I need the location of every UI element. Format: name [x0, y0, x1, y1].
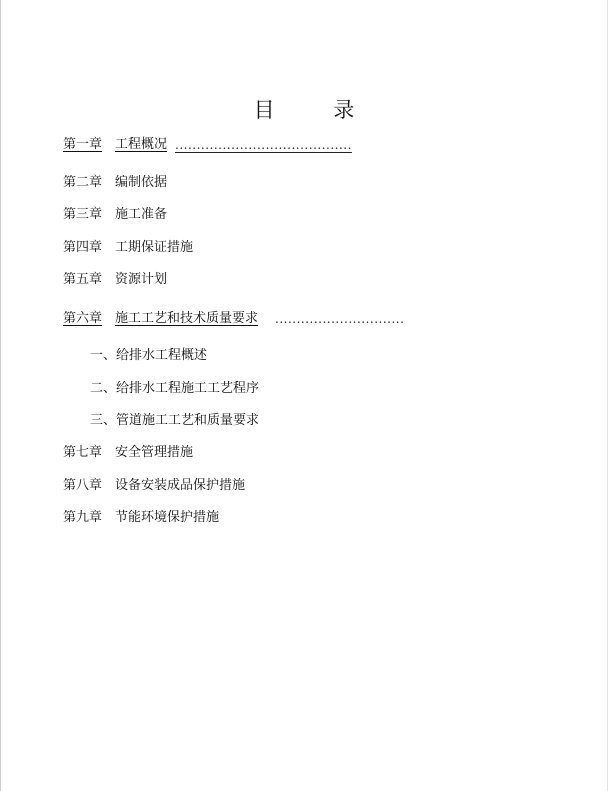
chapter-title: 节能环境保护措施 [115, 510, 220, 525]
subentry-title: 三、管道施工工艺和质量要求 [90, 413, 260, 428]
leader-dots: ......................................... [175, 138, 352, 152]
chapter-title: 施工工艺和技术质量要求 [115, 311, 259, 326]
chapter-number: 第二章 [63, 175, 103, 190]
chapter-title: 施工准备 [115, 207, 168, 222]
toc-entry-chapter-3[interactable] [63, 207, 167, 223]
chapter-number: 第四章 [63, 240, 103, 255]
chapter-title: 工程概况 [115, 137, 168, 152]
leader-dots: .............................. [275, 312, 405, 326]
chapter-number: 第三章 [63, 207, 103, 222]
chapter-number: 第五章 [63, 272, 103, 287]
toc-entry-chapter-9[interactable] [63, 510, 219, 526]
chapter-title: 工期保证措施 [115, 240, 194, 255]
chapter-title: 安全管理措施 [115, 445, 194, 460]
page-title: 目 录 [253, 98, 381, 122]
toc-entry-chapter-2[interactable] [63, 175, 167, 191]
toc-entry-chapter-6[interactable] [63, 311, 405, 327]
toc-entry-chapter-4[interactable] [63, 240, 193, 256]
toc-entry-chapter-5[interactable] [63, 272, 167, 288]
toc-subentry-2[interactable] [90, 381, 259, 397]
chapter-number: 第一章 [63, 137, 103, 152]
chapter-number: 第七章 [63, 445, 103, 460]
chapter-title: 编制依据 [115, 175, 168, 190]
toc-subentry-1[interactable] [90, 348, 207, 364]
chapter-title: 设备安装成品保护措施 [115, 478, 246, 493]
chapter-number: 第九章 [63, 510, 103, 525]
toc-subentry-3[interactable] [90, 413, 259, 429]
toc-entry-chapter-1[interactable] [63, 137, 352, 153]
chapter-number: 第六章 [63, 311, 103, 326]
toc-entry-chapter-7[interactable] [63, 445, 193, 461]
subentry-title: 一、给排水工程概述 [90, 348, 208, 363]
chapter-number: 第八章 [63, 478, 103, 493]
toc-entry-chapter-8[interactable] [63, 478, 245, 494]
chapter-title: 资源计划 [115, 272, 168, 287]
subentry-title: 二、给排水工程施工工艺程序 [90, 381, 260, 396]
